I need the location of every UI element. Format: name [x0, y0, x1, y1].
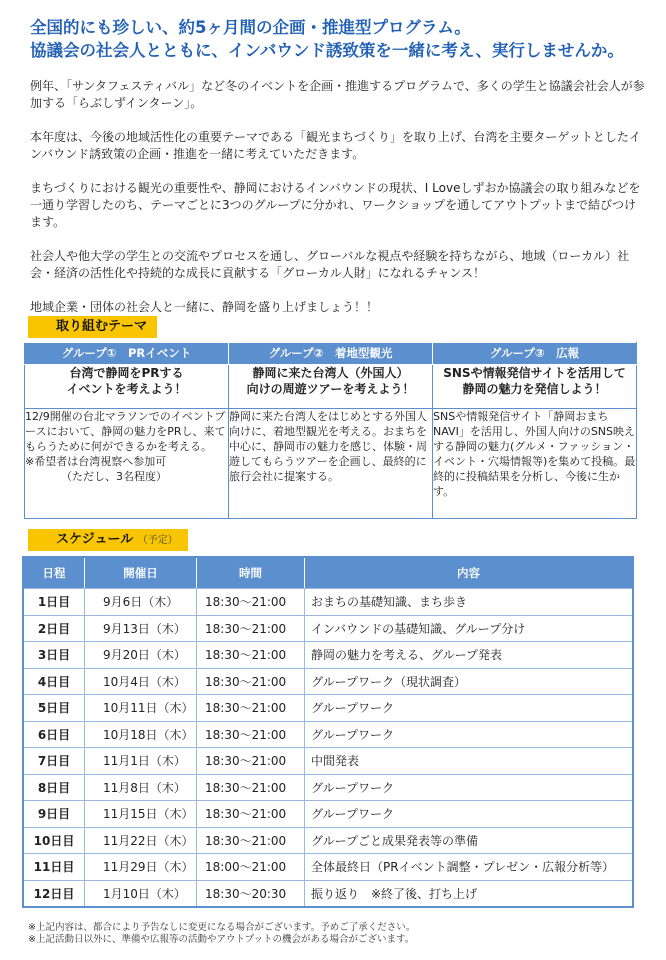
- schedule-date: 1月10日（木）: [84, 880, 196, 907]
- schedule-table: [22, 556, 634, 908]
- schedule-row: [24, 588, 632, 615]
- schedule-day: 1日目: [24, 588, 84, 615]
- themes-section-label: [28, 316, 157, 338]
- schedule-row: [24, 747, 632, 774]
- schedule-day: 4日目: [24, 668, 84, 695]
- schedule-section-subtitle: （予定）: [137, 535, 178, 546]
- schedule-row: [24, 774, 632, 801]
- schedule-date: 9月20日（木）: [84, 641, 196, 668]
- group-1-header: グループ① PRイベント: [25, 343, 229, 365]
- group-2-catch-line-1: 静岡に来た台湾人（外国人）: [252, 366, 409, 380]
- schedule-time: 18:30～21:00: [196, 694, 304, 721]
- schedule-content: グループワーク: [304, 721, 632, 748]
- schedule-day: 10日目: [24, 827, 84, 854]
- schedule-time: 18:30～21:00: [196, 827, 304, 854]
- schedule-date: 11月29日（木）: [84, 853, 196, 880]
- schedule-day: 11日目: [24, 853, 84, 880]
- schedule-date: 9月6日（木）: [84, 588, 196, 615]
- footnote: ※上記活動日以外に、準備や広報等の活動やアウトプットの機会がある場合がございます。: [28, 934, 415, 945]
- schedule-time: 18:30～21:00: [196, 641, 304, 668]
- schedule-content: おまちの基礎知識、まち歩き: [304, 588, 632, 615]
- group-1-catch-line-1: 台湾で静岡をPRする: [69, 366, 184, 380]
- group-1-catch: [25, 365, 229, 409]
- schedule-day: 2日目: [24, 615, 84, 642]
- schedule-day: 12日目: [24, 880, 84, 907]
- footnotes: [28, 922, 415, 946]
- schedule-header-content: 内容: [304, 558, 632, 588]
- schedule-header-date: 開催日: [84, 558, 196, 588]
- themes-desc-row: [25, 409, 637, 519]
- group-3-desc-text: SNSや情報発信サイト「静岡おまちNAVI」を活用し、外国人向けのSNS映えする静岡の魅力(グルメ・ファッション・イベント・穴場情報等)を集めて投稿。最終的に投稿結果を分析し、今後に生かす。: [433, 410, 636, 498]
- schedule-date: 11月22日（木）: [84, 827, 196, 854]
- group-3-description: [433, 409, 637, 519]
- schedule-section-title: スケジュール: [56, 532, 134, 547]
- schedule-time: 18:30～21:00: [196, 721, 304, 748]
- schedule-header-time: 時間: [196, 558, 304, 588]
- group-1-description: [25, 409, 229, 519]
- schedule-content: グループワーク（現状調査）: [304, 668, 632, 695]
- intro-paragraph: 社会人や他大学の学生との交流やプロセスを通し、グローバルな視点や経験を持ちながら、地域（ローカル）社会・経済の活性化や持続的な成長に貢献する「グローカル人財」になれるチャンス！: [30, 249, 630, 280]
- group-2-desc-text: 静岡に来た台湾人をはじめとする外国人向けに、着地型観光を考える。おまちを中心に、静岡市の魅力を感じ、体験・周遊してもらうツアーを企画し、最終的に旅行会社に提案する。: [229, 410, 427, 483]
- group-2-header: グループ② 着地型観光: [229, 343, 433, 365]
- schedule-day: 5日目: [24, 694, 84, 721]
- schedule-date: 11月15日（木）: [84, 800, 196, 827]
- schedule-date: 10月18日（木）: [84, 721, 196, 748]
- footnote: ※上記内容は、都合により予告なしに変更になる場合がございます。予めご了承ください。: [28, 922, 416, 933]
- group-3-header: グループ③ 広報: [433, 343, 637, 365]
- schedule-section-label: [28, 529, 188, 551]
- group-1-catch-line-2: イベントを考えよう！: [66, 382, 187, 396]
- schedule-date: 10月4日（木）: [84, 668, 196, 695]
- intro-text: [30, 78, 645, 333]
- group-1-note: ※希望者は台湾視察へ参加可: [25, 455, 167, 468]
- schedule-time: 18:30～21:00: [196, 668, 304, 695]
- group-2-description: [229, 409, 433, 519]
- schedule-date: 11月1日（木）: [84, 747, 196, 774]
- schedule-content: インバウンドの基礎知識、グループ分け: [304, 615, 632, 642]
- schedule-content: 全体最終日（PRイベント調整・プレゼン・広報分析等）: [304, 853, 632, 880]
- intro-paragraph: 地域企業・団体の社会人と一緒に、静岡を盛り上げましょう！！: [30, 300, 379, 314]
- group-1-note-detail: （ただし、3名程度）: [61, 470, 167, 483]
- schedule-content: グループワーク: [304, 694, 632, 721]
- schedule-day: 9日目: [24, 800, 84, 827]
- themes-catch-row: [25, 365, 637, 409]
- schedule-time: 18:30～21:00: [196, 615, 304, 642]
- group-1-desc-text: 12/9開催の台北マラソンでのイベントブースにおいて、静岡の魅力をPRし、来てもらうために何ができるかを考える。: [25, 410, 226, 453]
- schedule-row: [24, 641, 632, 668]
- intro-paragraph: 例年、「サンタフェスティバル」など冬のイベントを企画・推進するプログラムで、多くの学生と協議会社会人が参加する「らぶしずインターン」。: [30, 79, 645, 110]
- schedule-row: [24, 694, 632, 721]
- schedule-time: 18:30～21:00: [196, 774, 304, 801]
- schedule-day: 8日目: [24, 774, 84, 801]
- schedule-row: [24, 827, 632, 854]
- themes-table: [24, 342, 637, 519]
- schedule-content: 静岡の魅力を考える、グループ発表: [304, 641, 632, 668]
- group-2-catch: [229, 365, 433, 409]
- schedule-date: 11月8日（木）: [84, 774, 196, 801]
- group-2-catch-line-2: 向けの周遊ツアーを考えよう！: [246, 382, 415, 396]
- group-3-catch: [433, 365, 637, 409]
- schedule-time: 18:30～21:00: [196, 747, 304, 774]
- schedule-content: グループごと成果発表等の準備: [304, 827, 632, 854]
- schedule-day: 6日目: [24, 721, 84, 748]
- schedule-row: [24, 880, 632, 907]
- schedule-header-day: 日程: [24, 558, 84, 588]
- schedule-row: [24, 668, 632, 695]
- schedule-body: [24, 588, 632, 906]
- themes-header-row: [25, 343, 637, 365]
- schedule-header-row: [24, 558, 632, 588]
- schedule-day: 3日目: [24, 641, 84, 668]
- schedule-date: 9月13日（木）: [84, 615, 196, 642]
- schedule-row: [24, 853, 632, 880]
- group-3-catch-line-1: SNSや情報発信サイトを活用して: [443, 366, 626, 380]
- schedule-row: [24, 800, 632, 827]
- intro-paragraph: 本年度は、今後の地域活性化の重要テーマである「観光まちづくり」を取り上げ、台湾を主要ターゲットとしたインバウンド誘致策の企画・推進を一緒に考えていただきます。: [30, 130, 641, 161]
- schedule-time: 18:30～21:00: [196, 800, 304, 827]
- schedule-row: [24, 721, 632, 748]
- schedule-date: 10月11日（木）: [84, 694, 196, 721]
- schedule-time: 18:00～21:00: [196, 853, 304, 880]
- schedule-content: 中間発表: [304, 747, 632, 774]
- headline: [30, 16, 650, 62]
- intro-paragraph: まちづくりにおける観光の重要性や、静岡におけるインバウンドの現状、I Loveしずおか協議会の取り組みなどを一通り学習したのち、テーマごとに3つのグループに分かれ、ワークショップを通してアウトプットまで結びつけます。: [30, 181, 641, 229]
- schedule-time: 18:30～21:00: [196, 588, 304, 615]
- schedule-content: 振り返り ※終了後、打ち上げ: [304, 880, 632, 907]
- headline-line-1: 全国的にも珍しい、約5ヶ月間の企画・推進型プログラム。: [30, 18, 471, 37]
- headline-line-2: 協議会の社会人とともに、インバウンド誘致策を一緒に考え、実行しませんか。: [30, 41, 624, 60]
- schedule-row: [24, 615, 632, 642]
- schedule-content: グループワーク: [304, 774, 632, 801]
- schedule-day: 7日目: [24, 747, 84, 774]
- schedule-content: グループワーク: [304, 800, 632, 827]
- schedule-time: 18:30～20:30: [196, 880, 304, 907]
- themes-section-title: 取り組むテーマ: [56, 319, 148, 334]
- group-3-catch-line-2: 静岡の魅力を発信しよう！: [462, 382, 607, 396]
